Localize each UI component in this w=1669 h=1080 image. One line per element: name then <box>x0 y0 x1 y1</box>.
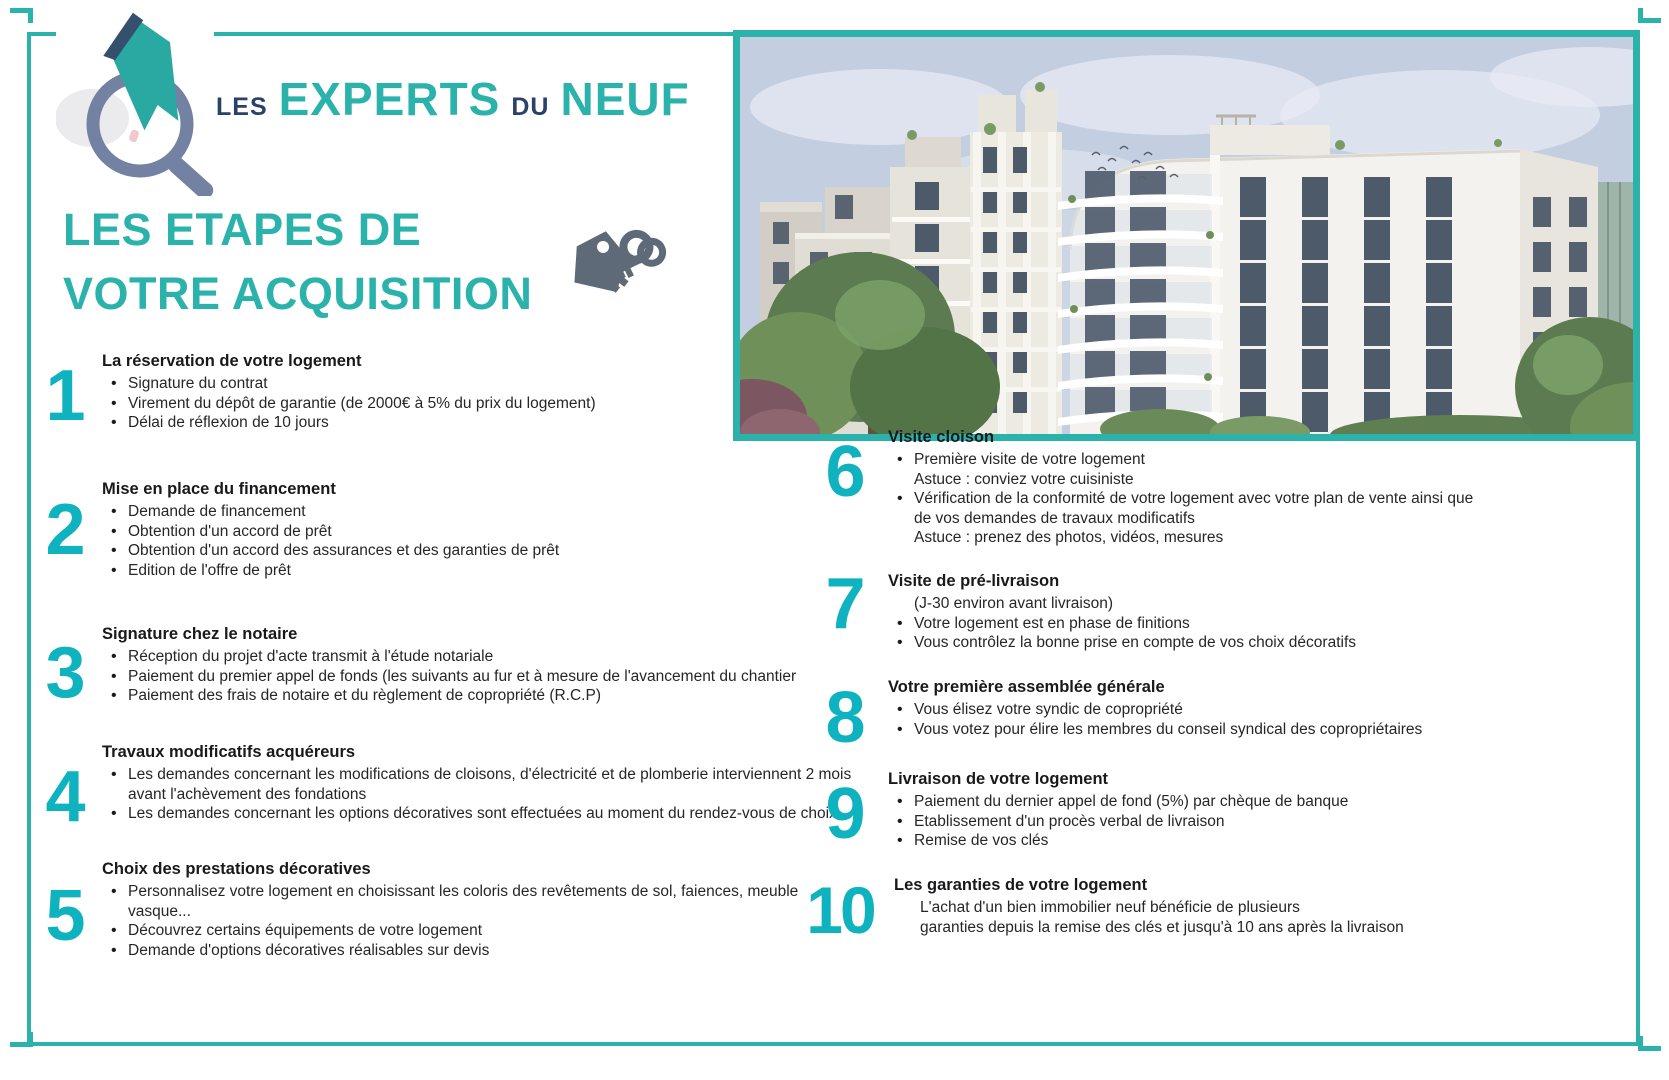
step-8-number: 8 <box>825 678 865 758</box>
step-item: • Vous élisez votre syndic de copropriété <box>888 700 1494 720</box>
logo-word-experts: EXPERTS <box>278 73 501 125</box>
step-5-items <box>102 882 864 960</box>
step-item: • Les demandes concernant les options décoratives sont effectuées au moment du rendez-vous de choix <box>102 804 864 824</box>
step-item: • Demande de financement <box>102 502 864 522</box>
step-6 <box>816 428 1494 548</box>
logo-wordmark <box>216 72 690 126</box>
step-item: • Virement du dépôt de garantie (de 2000€ à 5% du prix du logement) <box>102 394 864 414</box>
page-title-line2: VOTRE ACQUISITION <box>63 268 533 319</box>
step-item: • Première visite de votre logement <box>888 450 1494 470</box>
step-7-items <box>888 594 1494 653</box>
step-8 <box>816 678 1494 758</box>
step-item: (J-30 environ avant livraison) <box>914 595 1114 612</box>
step-3-items <box>102 647 864 706</box>
corner-mark-top-left <box>10 8 33 23</box>
house-keys-icon <box>556 220 674 313</box>
step-10 <box>800 873 1500 947</box>
step-1-number: 1 <box>45 356 85 436</box>
step-item: • Découvrez certains équipements de votre logement <box>102 921 864 941</box>
step-item: • Les demandes concernant les modifications de cloisons, d'électricité et de plomberie interviennent 2 mois avant l'achèvement des fondations <box>102 765 864 804</box>
step-3-number: 3 <box>45 633 85 713</box>
step-item: • Votre logement est en phase de finitions <box>888 614 1494 634</box>
corner-mark-bottom-right <box>1638 1036 1661 1051</box>
step-9-number: 9 <box>825 774 865 854</box>
step-item: • Edition de l'offre de prêt <box>102 561 864 581</box>
step-item: • Etablissement d'un procès verbal de livraison <box>888 812 1494 832</box>
step-item: • Obtention d'un accord de prêt <box>102 522 864 542</box>
step-1 <box>36 352 864 436</box>
step-9-items <box>888 792 1494 851</box>
step-8-heading: Votre première assemblée générale <box>888 678 1165 696</box>
logo-word-neuf: NEUF <box>560 73 690 125</box>
logo-word-les: LES <box>216 93 268 121</box>
step-10-number: 10 <box>806 873 874 947</box>
corner-mark-top-right <box>1638 8 1661 23</box>
step-8-items <box>888 700 1494 739</box>
step-item: • Signature du contrat <box>102 374 864 394</box>
step-9-heading: Livraison de votre logement <box>888 770 1109 788</box>
step-5 <box>36 860 864 960</box>
step-10-heading: Les garanties de votre logement <box>894 876 1148 894</box>
step-item: • Paiement des frais de notaire et du règlement de copropriété (R.C.P) <box>102 686 864 706</box>
step-2-heading: Mise en place du financement <box>102 480 336 498</box>
step-item: • Obtention d'un accord des assurances et des garanties de prêt <box>102 541 864 561</box>
step-1-heading: La réservation de votre logement <box>102 352 362 370</box>
step-10-items <box>894 898 1500 937</box>
page-title-line1: LES ETAPES DE <box>63 204 422 255</box>
step-item: • Délai de réflexion de 10 jours <box>102 413 864 433</box>
step-1-items <box>102 374 864 433</box>
step-4-number: 4 <box>45 757 85 837</box>
step-5-heading: Choix des prestations décoratives <box>102 860 371 878</box>
step-item: • Paiement du premier appel de fonds (les suivants au fur et à mesure de l'avancement du chantier <box>102 667 864 687</box>
step-item: • Vous contrôlez la bonne prise en compte de vos choix décoratifs <box>888 633 1494 653</box>
step-4-items <box>102 765 864 824</box>
step-3-heading: Signature chez le notaire <box>102 625 298 643</box>
step-item: • Réception du projet d'acte transmit à l'étude notariale <box>102 647 864 667</box>
step-2-items <box>102 502 864 580</box>
house-magnifier-icon <box>56 0 214 196</box>
step-item: Astuce : prenez des photos, vidéos, mesures <box>914 529 1224 547</box>
step-6-heading: Visite cloison <box>888 428 995 446</box>
step-item: • Remise de vos clés <box>888 831 1494 851</box>
building-illustration <box>740 37 1633 434</box>
step-3 <box>36 625 864 713</box>
step-item: • Vérification de la conformité de votre logement avec votre plan de vente ainsi que de vos demandes de travaux modificatifs <box>888 489 1494 528</box>
step-item: L'achat d'un bien immobilier neuf bénéficie de plusieurs <box>920 899 1300 916</box>
step-item: • Vous votez pour élire les membres du conseil syndical des copropriétaires <box>888 720 1494 740</box>
building-photo <box>733 30 1640 441</box>
step-2 <box>36 480 864 580</box>
step-6-number: 6 <box>825 432 865 512</box>
step-item: • Personnalisez votre logement en choisissant les coloris des revêtements de sol, faiences, meuble vasque... <box>102 882 864 921</box>
step-item: Astuce : conviez votre cuisiniste <box>914 470 1134 488</box>
step-9 <box>816 770 1494 854</box>
step-7-number: 7 <box>825 564 865 644</box>
step-4-heading: Travaux modificatifs acquéreurs <box>102 743 356 761</box>
step-2-number: 2 <box>45 490 85 570</box>
step-7 <box>816 564 1494 653</box>
step-item: • Demande d'options décoratives réalisables sur devis <box>102 941 864 961</box>
logo-word-du: DU <box>511 93 550 121</box>
step-4 <box>36 743 864 837</box>
step-5-number: 5 <box>45 876 85 956</box>
step-6-items <box>888 450 1494 548</box>
page-title <box>63 198 532 326</box>
step-item: garanties depuis la remise des clés et jusqu'à 10 ans après la livraison <box>920 918 1404 936</box>
logo <box>56 0 214 196</box>
step-7-heading: Visite de pré-livraison <box>888 572 1060 590</box>
step-item: • Paiement du dernier appel de fond (5%) par chèque de banque <box>888 792 1494 812</box>
